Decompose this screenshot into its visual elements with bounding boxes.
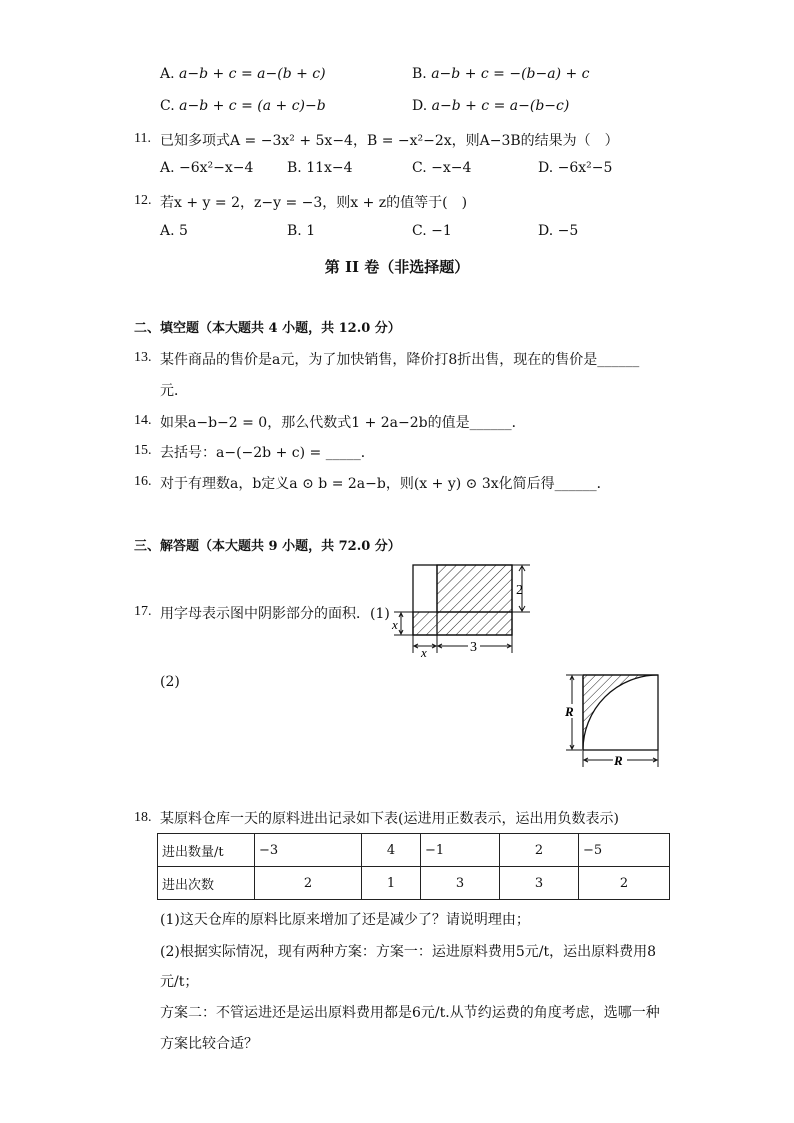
shaded-region-upper (437, 565, 512, 612)
q13-number: 13. (134, 350, 152, 365)
fig1-label-x-left: x (392, 617, 398, 632)
table-header-cell: 进出次数 (158, 867, 255, 900)
q18-part1: (1)这天仓库的原料比原来增加了还是减少了？请说明理由； (160, 912, 530, 928)
q12-option-a: A. 5 (160, 223, 188, 239)
q17-sub2: (2) (160, 674, 180, 690)
q10-option-b: B. a−b + c = −(b−a) + c (412, 66, 590, 82)
q18-text: 某原料仓库一天的原料进出记录如下表(运进用正数表示，运出用负数表示) (160, 811, 619, 827)
q12-option-d: D. −5 (538, 223, 579, 239)
table-cell: −5 (579, 834, 670, 867)
q18-part2-line2: 元/t； (160, 974, 199, 990)
q15-text: 去括号：a−(−2b + c) = _____． (160, 445, 375, 461)
q16-number: 16. (134, 474, 152, 489)
section3-title: 三、解答题（本大题共 9 小题，共 72.0 分） (134, 539, 401, 554)
fig1-label-x-bottom: x (421, 645, 427, 660)
table-row (158, 834, 670, 867)
table-cell: −3 (255, 834, 362, 867)
shaded-region-corner (583, 675, 658, 750)
q12-option-c: C. −1 (412, 223, 452, 239)
q14-number: 14. (134, 413, 152, 428)
table-cell: 2 (500, 834, 579, 867)
q12-option-b: B. 1 (287, 223, 316, 239)
q10-option-a: A. a−b + c = a−(b + c) (160, 66, 326, 82)
table-cell: 1 (362, 867, 421, 900)
table-header-cell: 进出数量/t (158, 834, 255, 867)
q13-line2: 元． (160, 383, 188, 399)
table-cell: 3 (500, 867, 579, 900)
section2-title: 二、填空题（本大题共 4 小题，共 12.0 分） (134, 321, 401, 336)
q12-number: 12. (134, 193, 152, 208)
q17-number: 17. (134, 604, 152, 619)
q18-part2-line1: (2)根据实际情况，现有两种方案：方案一：运进原料费用5元/t，运出原料费用8 (160, 944, 656, 960)
q11-option-a: A. −6x²−x−4 (160, 160, 254, 176)
q11-option-d: D. −6x²−5 (538, 160, 613, 176)
table-row (158, 867, 670, 900)
q18-table (157, 833, 670, 900)
fig2-label-r-bottom: R (614, 753, 623, 768)
table-cell: 2 (579, 867, 670, 900)
fig1-label-2: 2 (516, 583, 523, 598)
shaded-region-lower (413, 612, 512, 635)
q13-line1: 某件商品的售价是a元，为了加快销售，降价打8折出售，现在的售价是______ (160, 352, 640, 368)
q10-option-d: D. a−b + c = a−(b−c) (412, 98, 570, 114)
table-cell: 2 (255, 867, 362, 900)
part2-title: 第 II 卷（非选择题） (324, 258, 470, 276)
q18-number: 18. (134, 810, 152, 825)
q11-stem: 已知多项式A = −3x² + 5x−4，B = −x²−2x，则A−3B的结果为（ ） (160, 133, 619, 149)
q11-number: 11. (134, 131, 151, 146)
q17-figure-2 (560, 668, 664, 772)
q16-text: 对于有理数a，b定义a ⊙ b = 2a−b，则(x + y) ⊙ 3x化简后得______． (160, 476, 611, 492)
table-cell: 3 (421, 867, 500, 900)
q11-option-c: C. −x−4 (412, 160, 472, 176)
fig2-label-r-left: R (565, 704, 574, 719)
q15-number: 15. (134, 443, 152, 458)
q18-part3-line1: 方案二：不管运进还是运出原料费用都是6元/t.从节约运费的角度考虑，选哪一种 (160, 1005, 660, 1021)
q10-option-c: C. a−b + c = (a + c)−b (160, 98, 326, 114)
q17-text: 用字母表示图中阴影部分的面积．(1) (160, 606, 390, 622)
table-cell: −1 (421, 834, 500, 867)
q18-part3-line2: 方案比较合适？ (160, 1036, 258, 1052)
table-cell: 4 (362, 834, 421, 867)
q12-stem: 若x + y = 2，z−y = −3，则x + z的值等于( ) (160, 195, 468, 211)
q17-figure-1 (384, 558, 544, 660)
fig1-label-3: 3 (470, 640, 477, 655)
q14-text: 如果a−b−2 = 0，那么代数式1 + 2a−2b的值是______． (160, 415, 526, 431)
q11-option-b: B. 11x−4 (287, 160, 353, 176)
